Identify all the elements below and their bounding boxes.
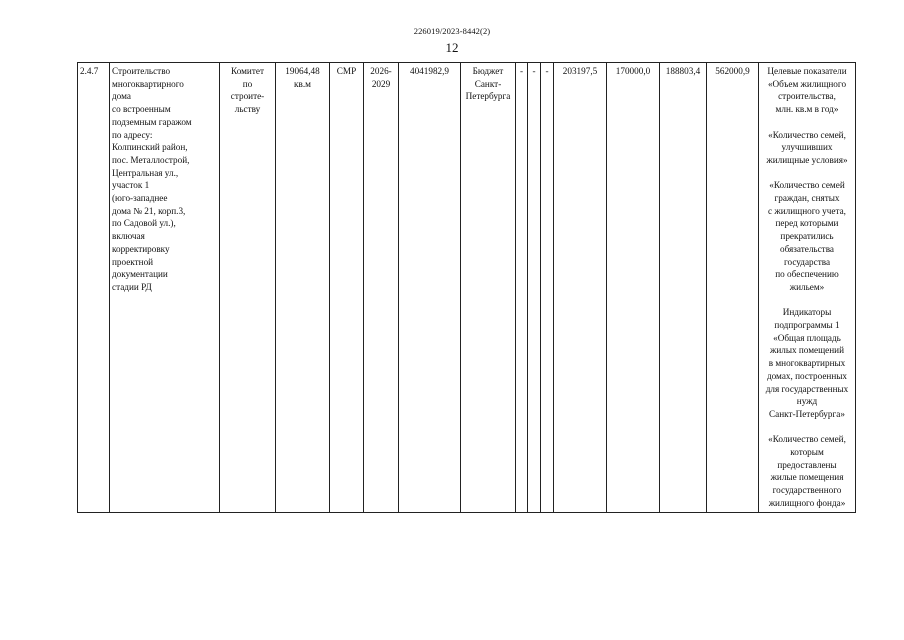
indicator-text-line: государства <box>783 256 831 267</box>
year-1-value: 203197,5 <box>562 66 598 76</box>
work-type: СМР <box>336 66 357 76</box>
object-text-line: со встроенным <box>112 104 171 115</box>
indicator-text-line: предоставлены <box>777 459 837 470</box>
object-text-line: Колпинский район, <box>112 142 188 153</box>
indicator-text-line: в многоквартирных <box>768 358 846 369</box>
object-text-line: Строительство <box>112 66 171 76</box>
year-2-cell <box>607 63 660 513</box>
indicator-block <box>761 129 853 167</box>
total-cost: 4041982,9 <box>409 66 450 76</box>
indicator-text-line: «Общая площадь <box>773 332 841 343</box>
year-4-cell <box>707 63 759 513</box>
indicator-text-line: жильем» <box>789 281 825 292</box>
indicator-block <box>761 433 853 509</box>
indicator-block <box>761 306 853 420</box>
indicator-text-line: с жилищного учета, <box>768 205 846 216</box>
indicator-text-line: млн. кв.м в год» <box>775 104 839 115</box>
indicator-text-line: «Количество семей, <box>768 434 846 445</box>
dash-value: - <box>519 66 524 76</box>
row-number-cell <box>78 63 110 513</box>
indicator-text-line: которым <box>790 447 824 458</box>
executor-text-line: Комитет <box>231 66 264 76</box>
indicator-text-line: Санкт-Петербурга» <box>769 408 845 419</box>
indicator-text-line: «Количество семей, <box>768 129 846 140</box>
page-number: 12 <box>445 40 459 55</box>
period-text-line: 2029 <box>371 78 391 89</box>
indicator-text-line: государственного <box>772 485 842 496</box>
dash-value: - <box>545 66 549 76</box>
object-text-line: проектной <box>112 256 154 267</box>
indicator-text-line: по обеспечению <box>775 269 839 280</box>
object-text-line: дома № 21, корп.3, <box>112 205 186 216</box>
indicator-text-line: подпрограммы 1 <box>774 320 840 331</box>
indicator-text-line: жилые помещения <box>770 472 844 483</box>
table-row <box>78 63 856 513</box>
indicator-text-line: граждан, снятых <box>774 193 840 203</box>
object-text-line: многоквартирного <box>112 78 184 89</box>
object-cell <box>110 63 220 513</box>
indicator-text-line: Целевые показатели <box>767 66 847 76</box>
funding-source-line: Бюджет <box>472 66 504 76</box>
period-text-line: 2026- <box>370 66 392 76</box>
area-text-line: 19064,48 <box>285 66 320 76</box>
indicator-text-line: обязательства <box>780 243 834 254</box>
indicator-text-line: прекратились <box>780 231 834 242</box>
indicator-text-line: Индикаторы <box>782 307 832 318</box>
object-text-line: стадии РД <box>112 281 152 292</box>
object-text-line: документации <box>112 269 168 280</box>
executor-text-line: строите- <box>230 91 265 102</box>
row-number: 2.4.7 <box>80 66 99 76</box>
object-text-line: включая <box>112 231 145 242</box>
object-text-line: Центральная ул., <box>112 167 179 178</box>
object-text-line: по адресу: <box>112 129 153 140</box>
indicator-text-line: «Объем жилищного <box>767 78 847 89</box>
indicator-text-line: строительства, <box>778 91 836 102</box>
funding-source-cell <box>461 63 516 513</box>
indicators-cell <box>759 63 856 513</box>
object-text-line: (юго-западнее <box>112 193 168 204</box>
object-text-line: дома <box>112 91 131 102</box>
object-text-line: участок 1 <box>112 180 150 191</box>
indicator-text-line: домах, построенных <box>766 370 848 381</box>
executor-cell <box>220 63 276 513</box>
document-id: 226019/2023-8442(2) <box>413 26 491 36</box>
indicator-text-line: для государственных <box>765 383 849 394</box>
dash-cell-2 <box>528 63 541 513</box>
indicator-text-line: улучшивших <box>781 142 833 153</box>
year-4-value: 562000,9 <box>715 66 750 76</box>
area-text-line: кв.м <box>294 78 311 89</box>
dash-cell-3 <box>541 63 554 513</box>
indicator-text-line: жилых помещений <box>769 345 845 356</box>
indicator-block <box>761 179 853 293</box>
indicator-text-line: жилищного фонда» <box>768 497 846 508</box>
object-text-line: подземным гаражом <box>112 116 192 127</box>
funding-source-line: Петербурга <box>465 91 511 102</box>
indicator-text-line: «Количество семей <box>769 180 845 191</box>
object-text-line: пос. Металлострой, <box>112 154 190 165</box>
year-3-value: 188803,4 <box>665 66 701 76</box>
executor-text-line: по <box>242 78 253 89</box>
work-type-cell <box>330 63 364 513</box>
year-2-value: 170000,0 <box>615 66 651 76</box>
program-table <box>77 62 856 513</box>
indicator-text-line: перед которыми <box>775 218 839 229</box>
dash-value: - <box>532 66 536 76</box>
indicator-block <box>761 65 853 116</box>
total-cost-cell <box>399 63 461 513</box>
indicator-text-line: нужд <box>796 396 818 407</box>
area-cell <box>276 63 330 513</box>
funding-source-line: Санкт- <box>474 78 502 89</box>
object-text-line: корректировку <box>112 243 170 254</box>
indicator-text-line: жилищные условия» <box>766 154 848 165</box>
period-cell <box>364 63 399 513</box>
executor-text-line: льству <box>234 104 261 115</box>
year-1-cell <box>554 63 607 513</box>
dash-cell-1 <box>516 63 528 513</box>
object-text-line: по Садовой ул.), <box>112 218 176 229</box>
year-3-cell <box>660 63 707 513</box>
